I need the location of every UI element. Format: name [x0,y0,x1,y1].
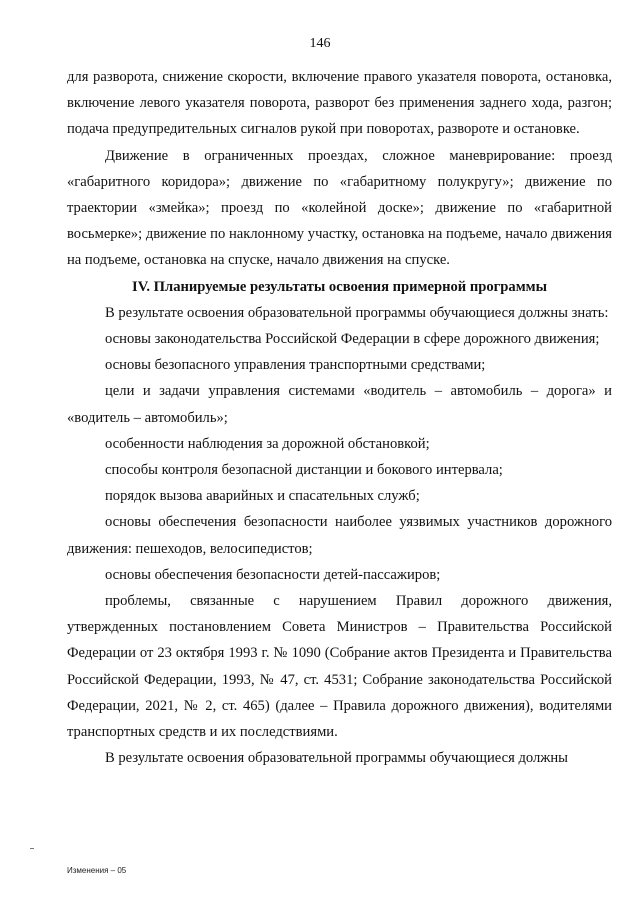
list-item-distance-control: способы контроля безопасной дистанции и бокового интервала; [105,462,503,479]
page-number: 146 [309,36,331,51]
section-heading: IV. Планируемые результаты освоения примерной программы [132,278,547,295]
margin-mark [30,848,34,849]
list-item-safe-driving: основы безопасного управления транспортными средствами; [105,357,486,374]
paragraph-intro-able: В результате освоения образовательной программы обучающиеся должны [105,750,568,767]
list-item-legislation: основы законодательства Российской Федерации в сфере дорожного движения; [105,331,600,348]
document-body [67,64,612,771]
paragraph-maneuvering: Движение в ограниченных проездах, сложное маневрирование: проезд «габаритного коридора»; движение по «габаритному полукругу»; движение по траектории «змейка»; проезд по «колейной доске»; движение по «габаритной восьмерке»; движение по наклонному участку, остановка на подъеме, начало движения на подъеме, остановка на спуске, начало движения на спуске. [67,147,612,269]
list-item-traffic-violations: проблемы, связанные с нарушением Правил дорожного движения, утвержденных постановлением Совета Министров – Правительства Российской Федерации от 23 октября 1993 г. № 1090 (Собрание актов Президента и Правительства Российской Федерации, 1993, № 47, ст. 4531; Собрание законодательства Российской Федерации, 2021, № 2, ст. 465) (далее – Правила дорожного движения), водителями транспортных средств и их последствиями. [67,593,612,741]
paragraph-intro-know: В результате освоения образовательной программы обучающиеся должны знать: [105,304,609,321]
list-item-emergency-services: порядок вызова аварийных и спасательных служб; [105,488,420,505]
list-item-observation: особенности наблюдения за дорожной обстановкой; [105,435,430,452]
list-item-control-systems: цели и задачи управления системами «водитель – автомобиль – дорога» и «водитель – автомобиль»; [67,383,612,426]
list-item-child-passengers: основы обеспечения безопасности детей-пассажиров; [105,566,441,583]
paragraph-continuation: для разворота, снижение скорости, включение правого указателя поворота, остановка, включение левого указателя поворота, разворот без применения заднего хода, разгон; подача предупредительных сигналов рукой при поворотах, развороте и остановке. [67,69,612,138]
footer-revision: Изменения – 05 [67,866,127,875]
list-item-vulnerable-participants: основы обеспечения безопасности наиболее уязвимых участников дорожного движения: пешеходов, велосипедистов; [67,514,612,557]
